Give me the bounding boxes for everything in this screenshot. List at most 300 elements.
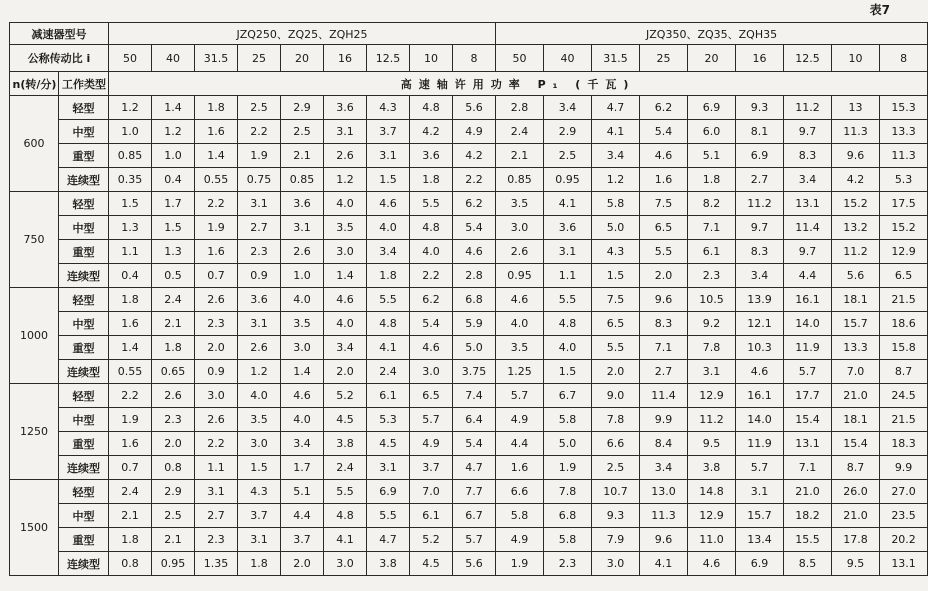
power-value-cell: 1.8	[109, 288, 152, 312]
power-value-cell: 15.2	[880, 216, 928, 240]
power-value-cell: 5.7	[496, 384, 544, 408]
power-value-cell: 2.2	[109, 384, 152, 408]
power-value-cell: 5.7	[736, 456, 784, 480]
power-value-cell: 5.6	[453, 96, 496, 120]
power-value-cell: 2.1	[281, 144, 324, 168]
power-value-cell: 13.1	[784, 192, 832, 216]
power-value-cell: 3.5	[496, 336, 544, 360]
power-value-cell: 2.7	[736, 168, 784, 192]
work-type-cell: 连续型	[59, 456, 109, 480]
power-value-cell: 0.5	[152, 264, 195, 288]
power-value-cell: 2.0	[592, 360, 640, 384]
power-value-cell: 5.8	[496, 504, 544, 528]
power-value-cell: 0.75	[238, 168, 281, 192]
power-value-cell: 0.55	[195, 168, 238, 192]
power-value-cell: 5.7	[784, 360, 832, 384]
power-value-cell: 1.6	[109, 432, 152, 456]
power-value-cell: 3.0	[238, 432, 281, 456]
table-row	[10, 312, 928, 336]
power-value-cell: 5.9	[453, 312, 496, 336]
power-value-cell: 4.4	[496, 432, 544, 456]
power-value-cell: 9.7	[784, 240, 832, 264]
power-value-cell: 6.6	[592, 432, 640, 456]
power-value-cell: 2.2	[453, 168, 496, 192]
work-type-cell: 中型	[59, 504, 109, 528]
power-value-cell: 2.4	[109, 480, 152, 504]
power-value-cell: 0.8	[152, 456, 195, 480]
work-type-cell: 轻型	[59, 288, 109, 312]
speed-cell: 1500	[10, 480, 59, 576]
work-type-cell: 中型	[59, 408, 109, 432]
power-value-cell: 8.3	[784, 144, 832, 168]
power-value-cell: 1.4	[109, 336, 152, 360]
power-value-cell: 2.0	[281, 552, 324, 576]
power-value-cell: 11.2	[736, 192, 784, 216]
power-value-cell: 2.6	[238, 336, 281, 360]
power-value-cell: 3.7	[410, 456, 453, 480]
power-value-cell: 11.4	[784, 216, 832, 240]
power-value-cell: 20.2	[880, 528, 928, 552]
power-value-cell: 3.5	[324, 216, 367, 240]
power-value-cell: 6.5	[592, 312, 640, 336]
power-value-cell: 1.4	[281, 360, 324, 384]
power-value-cell: 5.4	[453, 216, 496, 240]
power-value-cell: 10.7	[592, 480, 640, 504]
power-value-cell: 7.7	[453, 480, 496, 504]
power-value-cell: 5.3	[880, 168, 928, 192]
power-value-cell: 12.9	[688, 384, 736, 408]
power-value-cell: 4.4	[784, 264, 832, 288]
power-value-cell: 8.5	[784, 552, 832, 576]
work-type-cell: 连续型	[59, 264, 109, 288]
power-value-cell: 4.6	[453, 240, 496, 264]
table-row	[10, 192, 928, 216]
power-value-cell: 3.0	[195, 384, 238, 408]
ratio-cell: 20	[688, 45, 736, 72]
power-value-cell: 6.7	[544, 384, 592, 408]
power-value-cell: 11.9	[736, 432, 784, 456]
power-value-cell: 4.8	[410, 96, 453, 120]
power-value-cell: 2.9	[281, 96, 324, 120]
power-value-cell: 3.0	[324, 240, 367, 264]
power-value-cell: 5.4	[453, 432, 496, 456]
power-value-cell: 21.0	[832, 384, 880, 408]
power-value-cell: 5.1	[281, 480, 324, 504]
power-value-cell: 0.9	[195, 360, 238, 384]
power-value-cell: 3.1	[238, 192, 281, 216]
power-value-cell: 26.0	[832, 480, 880, 504]
power-value-cell: 5.5	[592, 336, 640, 360]
power-value-cell: 4.6	[496, 288, 544, 312]
power-value-cell: 4.7	[592, 96, 640, 120]
power-value-cell: 6.1	[410, 504, 453, 528]
power-value-cell: 4.0	[367, 216, 410, 240]
power-value-cell: 0.85	[109, 144, 152, 168]
power-value-cell: 4.2	[453, 144, 496, 168]
power-value-cell: 0.35	[109, 168, 152, 192]
power-value-cell: 4.6	[640, 144, 688, 168]
power-value-cell: 3.1	[281, 216, 324, 240]
power-value-cell: 6.2	[640, 96, 688, 120]
power-value-cell: 2.2	[195, 432, 238, 456]
power-value-cell: 9.9	[880, 456, 928, 480]
ratio-cell: 25	[640, 45, 688, 72]
power-value-cell: 9.5	[832, 552, 880, 576]
power-value-cell: 4.3	[592, 240, 640, 264]
power-value-cell: 5.3	[367, 408, 410, 432]
power-value-cell: 3.6	[324, 96, 367, 120]
work-type-cell: 连续型	[59, 552, 109, 576]
ratio-cell: 31.5	[592, 45, 640, 72]
ratio-cell: 16	[324, 45, 367, 72]
power-value-cell: 1.35	[195, 552, 238, 576]
power-value-cell: 12.1	[736, 312, 784, 336]
power-value-cell: 15.2	[832, 192, 880, 216]
work-type-cell: 中型	[59, 312, 109, 336]
ratio-cell: 16	[736, 45, 784, 72]
power-value-cell: 5.0	[592, 216, 640, 240]
power-value-cell: 18.1	[832, 288, 880, 312]
power-value-cell: 1.4	[324, 264, 367, 288]
power-value-cell: 5.7	[410, 408, 453, 432]
table-row	[10, 384, 928, 408]
power-value-cell: 1.3	[109, 216, 152, 240]
power-value-cell: 2.5	[544, 144, 592, 168]
power-value-cell: 5.8	[592, 192, 640, 216]
power-value-cell: 1.9	[496, 552, 544, 576]
power-value-cell: 2.6	[195, 408, 238, 432]
speed-cell: 1250	[10, 384, 59, 480]
power-value-cell: 3.1	[238, 528, 281, 552]
ratio-cell: 12.5	[367, 45, 410, 72]
power-value-cell: 7.4	[453, 384, 496, 408]
power-value-cell: 3.75	[453, 360, 496, 384]
work-type-cell: 连续型	[59, 360, 109, 384]
power-value-cell: 15.7	[832, 312, 880, 336]
power-value-cell: 2.8	[453, 264, 496, 288]
power-value-cell: 9.6	[640, 288, 688, 312]
power-value-cell: 9.7	[736, 216, 784, 240]
table-row	[10, 408, 928, 432]
power-value-cell: 18.6	[880, 312, 928, 336]
power-value-cell: 8.7	[832, 456, 880, 480]
power-value-cell: 13.1	[880, 552, 928, 576]
power-value-cell: 11.4	[640, 384, 688, 408]
power-value-cell: 15.3	[880, 96, 928, 120]
reducer-power-table	[9, 22, 928, 576]
power-value-cell: 3.1	[688, 360, 736, 384]
power-value-cell: 1.8	[367, 264, 410, 288]
power-value-cell: 14.0	[784, 312, 832, 336]
power-value-cell: 1.7	[152, 192, 195, 216]
power-value-cell: 4.8	[544, 312, 592, 336]
table-row	[10, 96, 928, 120]
power-value-cell: 5.5	[544, 288, 592, 312]
power-value-cell: 8.7	[880, 360, 928, 384]
power-value-cell: 5.7	[453, 528, 496, 552]
power-value-cell: 3.7	[238, 504, 281, 528]
power-value-cell: 11.3	[832, 120, 880, 144]
power-value-cell: 21.5	[880, 288, 928, 312]
header-row-units	[10, 72, 928, 96]
power-value-cell: 0.95	[496, 264, 544, 288]
ratio-cell: 40	[152, 45, 195, 72]
power-value-cell: 15.4	[832, 432, 880, 456]
power-value-cell: 1.6	[195, 120, 238, 144]
power-value-cell: 16.1	[784, 288, 832, 312]
power-value-cell: 2.6	[152, 384, 195, 408]
work-type-label: 工作类型	[59, 72, 109, 96]
power-value-cell: 4.1	[367, 336, 410, 360]
power-value-cell: 9.6	[640, 528, 688, 552]
power-value-cell: 4.1	[592, 120, 640, 144]
power-value-cell: 4.7	[453, 456, 496, 480]
power-value-cell: 4.1	[544, 192, 592, 216]
power-value-cell: 1.5	[238, 456, 281, 480]
table-row	[10, 216, 928, 240]
power-value-cell: 7.9	[592, 528, 640, 552]
power-value-cell: 6.9	[367, 480, 410, 504]
power-value-cell: 5.5	[324, 480, 367, 504]
power-value-cell: 2.1	[496, 144, 544, 168]
power-value-cell: 1.4	[195, 144, 238, 168]
power-value-cell: 4.8	[410, 216, 453, 240]
power-value-cell: 6.5	[880, 264, 928, 288]
power-value-cell: 2.3	[152, 408, 195, 432]
power-value-cell: 1.4	[152, 96, 195, 120]
power-value-cell: 4.9	[453, 120, 496, 144]
power-value-cell: 21.0	[832, 504, 880, 528]
power-value-cell: 3.7	[281, 528, 324, 552]
power-value-cell: 2.2	[410, 264, 453, 288]
reducer-type-label: 减速器型号	[10, 23, 109, 45]
power-value-cell: 2.1	[152, 312, 195, 336]
power-value-cell: 1.0	[109, 120, 152, 144]
power-value-cell: 4.5	[324, 408, 367, 432]
power-value-cell: 2.9	[544, 120, 592, 144]
power-value-cell: 1.0	[152, 144, 195, 168]
power-value-cell: 6.9	[688, 96, 736, 120]
power-value-cell: 0.95	[544, 168, 592, 192]
power-value-cell: 5.1	[688, 144, 736, 168]
power-value-cell: 1.5	[367, 168, 410, 192]
ratio-cell: 40	[544, 45, 592, 72]
power-value-cell: 4.0	[281, 408, 324, 432]
power-value-cell: 0.8	[109, 552, 152, 576]
power-value-cell: 4.5	[410, 552, 453, 576]
table-row	[10, 552, 928, 576]
power-value-cell: 2.6	[324, 144, 367, 168]
ratio-cell: 50	[109, 45, 152, 72]
table-row	[10, 336, 928, 360]
power-value-cell: 1.1	[544, 264, 592, 288]
power-value-cell: 1.1	[195, 456, 238, 480]
power-value-cell: 4.1	[640, 552, 688, 576]
power-value-cell: 9.2	[688, 312, 736, 336]
power-value-cell: 2.7	[640, 360, 688, 384]
power-value-cell: 18.3	[880, 432, 928, 456]
table-row	[10, 528, 928, 552]
work-type-cell: 重型	[59, 528, 109, 552]
power-value-cell: 0.4	[109, 264, 152, 288]
power-value-cell: 3.0	[281, 336, 324, 360]
power-value-cell: 1.8	[152, 336, 195, 360]
power-value-cell: 15.5	[784, 528, 832, 552]
power-value-cell: 10.5	[688, 288, 736, 312]
power-value-cell: 5.4	[410, 312, 453, 336]
power-value-cell: 2.2	[195, 192, 238, 216]
power-value-cell: 4.9	[496, 408, 544, 432]
work-type-cell: 中型	[59, 120, 109, 144]
power-value-cell: 4.0	[281, 288, 324, 312]
table-row	[10, 240, 928, 264]
ratio-cell: 25	[238, 45, 281, 72]
power-value-cell: 2.5	[238, 96, 281, 120]
power-value-cell: 3.0	[324, 552, 367, 576]
power-value-cell: 9.6	[832, 144, 880, 168]
power-value-cell: 4.6	[367, 192, 410, 216]
power-value-cell: 5.8	[544, 528, 592, 552]
power-value-cell: 8.2	[688, 192, 736, 216]
power-value-cell: 0.85	[281, 168, 324, 192]
power-value-cell: 2.0	[324, 360, 367, 384]
power-value-cell: 2.6	[281, 240, 324, 264]
power-value-cell: 2.5	[281, 120, 324, 144]
power-value-cell: 1.8	[410, 168, 453, 192]
power-value-cell: 1.2	[238, 360, 281, 384]
power-value-cell: 4.3	[367, 96, 410, 120]
work-type-cell: 重型	[59, 240, 109, 264]
power-value-cell: 11.9	[784, 336, 832, 360]
table-row	[10, 168, 928, 192]
power-caption: 高速轴许用功率 P₁ (千瓦)	[109, 72, 928, 96]
power-value-cell: 3.5	[281, 312, 324, 336]
power-value-cell: 14.0	[736, 408, 784, 432]
power-value-cell: 4.2	[832, 168, 880, 192]
power-value-cell: 3.4	[281, 432, 324, 456]
power-value-cell: 8.1	[736, 120, 784, 144]
power-value-cell: 3.4	[324, 336, 367, 360]
work-type-cell: 重型	[59, 144, 109, 168]
speed-cell: 1000	[10, 288, 59, 384]
power-value-cell: 2.3	[195, 528, 238, 552]
power-value-cell: 1.2	[324, 168, 367, 192]
power-value-cell: 4.8	[324, 504, 367, 528]
power-value-cell: 1.3	[152, 240, 195, 264]
power-value-cell: 3.1	[238, 312, 281, 336]
table-number-label: 表7	[869, 3, 890, 17]
power-value-cell: 6.4	[453, 408, 496, 432]
table-row	[10, 144, 928, 168]
power-value-cell: 2.5	[152, 504, 195, 528]
power-value-cell: 6.5	[410, 384, 453, 408]
power-value-cell: 2.7	[195, 504, 238, 528]
power-value-cell: 1.6	[496, 456, 544, 480]
power-value-cell: 1.6	[640, 168, 688, 192]
power-value-cell: 16.1	[736, 384, 784, 408]
ratio-label: 公称传动比 i	[10, 45, 109, 72]
power-value-cell: 7.5	[640, 192, 688, 216]
work-type-cell: 中型	[59, 216, 109, 240]
power-value-cell: 11.3	[640, 504, 688, 528]
power-value-cell: 3.1	[544, 240, 592, 264]
power-value-cell: 1.2	[592, 168, 640, 192]
power-value-cell: 1.9	[238, 144, 281, 168]
power-value-cell: 4.0	[544, 336, 592, 360]
power-value-cell: 18.2	[784, 504, 832, 528]
power-value-cell: 27.0	[880, 480, 928, 504]
power-value-cell: 4.6	[281, 384, 324, 408]
power-value-cell: 2.0	[152, 432, 195, 456]
power-value-cell: 7.8	[544, 480, 592, 504]
power-value-cell: 3.1	[324, 120, 367, 144]
power-value-cell: 3.7	[367, 120, 410, 144]
power-value-cell: 4.0	[324, 192, 367, 216]
table-row	[10, 120, 928, 144]
power-value-cell: 6.6	[496, 480, 544, 504]
power-value-cell: 4.5	[367, 432, 410, 456]
power-value-cell: 5.6	[453, 552, 496, 576]
work-type-cell: 轻型	[59, 384, 109, 408]
power-value-cell: 7.0	[410, 480, 453, 504]
power-value-cell: 2.3	[195, 312, 238, 336]
table-row	[10, 456, 928, 480]
power-value-cell: 1.9	[195, 216, 238, 240]
power-value-cell: 6.0	[688, 120, 736, 144]
power-value-cell: 3.4	[592, 144, 640, 168]
power-value-cell: 9.9	[640, 408, 688, 432]
ratio-cell: 10	[410, 45, 453, 72]
power-value-cell: 6.8	[544, 504, 592, 528]
power-value-cell: 4.0	[410, 240, 453, 264]
power-value-cell: 2.1	[109, 504, 152, 528]
power-value-cell: 4.9	[496, 528, 544, 552]
power-value-cell: 24.5	[880, 384, 928, 408]
power-value-cell: 13.2	[832, 216, 880, 240]
ratio-cell: 12.5	[784, 45, 832, 72]
speed-cell: 750	[10, 192, 59, 288]
ratio-cell: 8	[453, 45, 496, 72]
work-type-cell: 轻型	[59, 480, 109, 504]
power-value-cell: 6.2	[410, 288, 453, 312]
power-value-cell: 9.0	[592, 384, 640, 408]
power-value-cell: 10.3	[736, 336, 784, 360]
power-value-cell: 7.8	[688, 336, 736, 360]
power-value-cell: 5.8	[544, 408, 592, 432]
power-value-cell: 1.5	[152, 216, 195, 240]
power-value-cell: 13.4	[736, 528, 784, 552]
power-value-cell: 1.5	[109, 192, 152, 216]
power-value-cell: 3.0	[592, 552, 640, 576]
power-value-cell: 3.4	[544, 96, 592, 120]
power-value-cell: 2.2	[238, 120, 281, 144]
header-row-model	[10, 23, 928, 45]
power-value-cell: 2.0	[640, 264, 688, 288]
power-value-cell: 3.6	[238, 288, 281, 312]
power-value-cell: 4.6	[736, 360, 784, 384]
power-value-cell: 13.9	[736, 288, 784, 312]
power-value-cell: 9.3	[736, 96, 784, 120]
power-value-cell: 6.8	[453, 288, 496, 312]
power-value-cell: 13.3	[880, 120, 928, 144]
power-value-cell: 17.5	[880, 192, 928, 216]
table-row	[10, 360, 928, 384]
power-value-cell: 5.6	[832, 264, 880, 288]
power-value-cell: 4.0	[238, 384, 281, 408]
power-value-cell: 2.4	[152, 288, 195, 312]
power-value-cell: 1.2	[109, 96, 152, 120]
power-value-cell: 4.2	[410, 120, 453, 144]
